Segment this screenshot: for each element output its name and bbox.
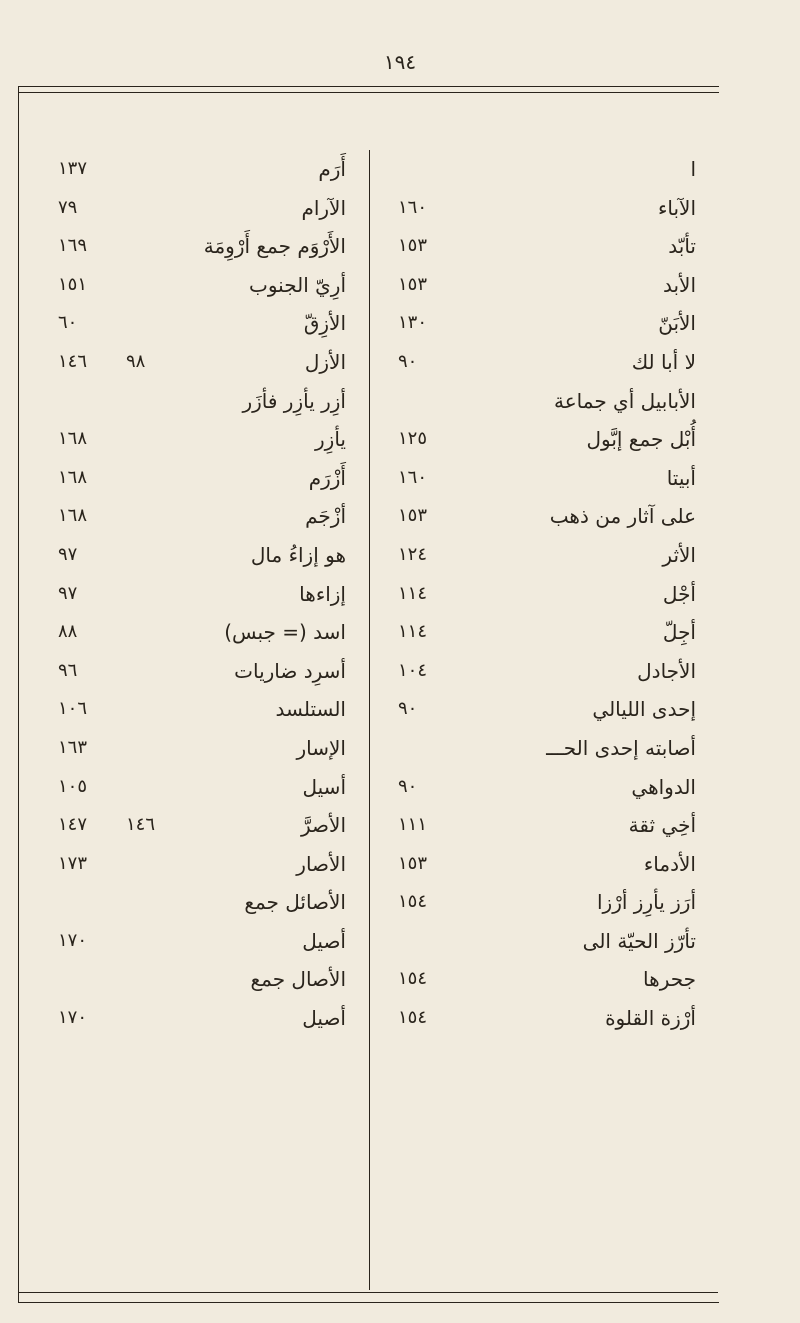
index-entry — [58, 729, 348, 768]
entry-page: ١٥٣ — [398, 852, 428, 874]
entry-word: الأصار — [296, 851, 346, 876]
entry-word: أُبْل جمع إبَّول — [586, 427, 696, 452]
right-column — [398, 150, 698, 1038]
entry-word: أرْزة القلوة — [605, 1006, 696, 1031]
entry-page: ١٧٠ — [58, 929, 88, 951]
index-entry — [58, 652, 348, 691]
entry-word: أجْل — [662, 581, 696, 606]
entry-word: أصيل — [302, 1006, 346, 1031]
entry-word: الأصرَّ — [301, 813, 346, 838]
entry-word: يأزِر — [315, 427, 346, 452]
index-entry — [58, 960, 348, 999]
entry-page: ١٥١ — [58, 273, 88, 295]
entry-word: جحرها — [643, 967, 696, 992]
entry-word: الإسار — [296, 735, 346, 760]
index-entry — [398, 729, 698, 768]
entry-word: إحدى الليالي — [592, 697, 696, 722]
entry-word: أرِيّ الجنوب — [249, 272, 346, 297]
entry-page: ١٥٤ — [398, 1007, 428, 1029]
index-entry — [58, 189, 348, 228]
entry-page: ١٥٤ — [398, 891, 428, 913]
entry-word: الأصال جمع — [250, 967, 346, 992]
index-entry — [58, 150, 348, 189]
entry-word: الأزِقّ — [303, 311, 346, 336]
index-entry — [398, 845, 698, 884]
index-entry — [398, 266, 698, 305]
index-entry — [58, 459, 348, 498]
entry-word: الآباء — [657, 195, 696, 220]
entry-page: ١٦٨ — [58, 428, 88, 450]
index-entry — [58, 806, 348, 845]
entry-word: أسيل — [302, 774, 346, 799]
entry-page: ٧٩ — [58, 196, 78, 218]
index-entry — [58, 613, 348, 652]
entry-page: ١٦٨ — [58, 466, 88, 488]
entry-word: ا — [690, 157, 696, 181]
index-entry — [58, 922, 348, 961]
entry-page: ١١٤ — [398, 621, 428, 643]
entry-word: على آثار من ذهب — [549, 504, 696, 529]
entry-page: ١٦٣ — [58, 736, 88, 758]
index-entry — [58, 382, 348, 421]
entry-word: أسرِد ضاريات — [234, 658, 346, 683]
entry-page: ٩٠ — [398, 350, 418, 372]
entry-word: لا أبا لك — [631, 349, 696, 374]
entry-page: ١٤٧ — [58, 814, 88, 836]
entry-word: الأَرْوَم جمع أَرْوِمَة — [203, 234, 346, 259]
index-entry — [398, 459, 698, 498]
entry-word: أجِلّ — [662, 620, 696, 645]
entry-page: ١٤٦ — [58, 350, 88, 372]
index-entry — [58, 883, 348, 922]
entry-word: أبيتا — [666, 465, 696, 490]
index-entry — [58, 227, 348, 266]
entry-page: ١٢٤ — [398, 543, 428, 565]
entry-page: ٦٠ — [58, 312, 78, 334]
index-entry — [398, 536, 698, 575]
entry-page: ١٥٤ — [398, 968, 428, 990]
entry-word: هو إزاءُ مال — [250, 542, 346, 567]
bottom-rule — [18, 1292, 718, 1293]
entry-page: ٩٠ — [398, 698, 418, 720]
column-divider — [369, 150, 370, 1290]
entry-word: أصابته إحدى الحـــ — [546, 735, 696, 760]
entry-word: أزْجَم — [305, 504, 346, 529]
entry-word: الأصائل جمع — [244, 890, 346, 915]
index-entry — [398, 382, 698, 421]
entry-word: أَزْرَم — [308, 465, 346, 490]
entry-page: ١٦٩ — [58, 235, 88, 257]
entry-word: الأبد — [662, 272, 696, 297]
index-entry — [398, 420, 698, 459]
index-entry — [398, 922, 698, 961]
entry-word: أَرَم — [318, 157, 346, 181]
entry-page: ١٦٨ — [58, 505, 88, 527]
index-entry — [58, 304, 348, 343]
index-entry — [398, 652, 698, 691]
entry-page: ٨٨ — [58, 621, 78, 643]
entry-page: ١٣٧ — [58, 158, 88, 179]
index-entry — [58, 690, 348, 729]
index-entry — [398, 883, 698, 922]
index-entry — [58, 420, 348, 459]
index-entry — [398, 768, 698, 807]
index-entry — [398, 999, 698, 1038]
entry-page: ١٠٦ — [58, 698, 88, 720]
entry-page: ١٣٠ — [398, 312, 428, 334]
entry-page: ١٥٣ — [398, 235, 428, 257]
left-column — [58, 150, 348, 1038]
entry-page: ١٥٣ — [398, 505, 428, 527]
entry-page: ١٧٣ — [58, 852, 88, 874]
entry-word: الأزل — [304, 349, 346, 374]
entry-page-2: ٩٨ — [126, 350, 146, 372]
entry-page: ٩٧ — [58, 582, 78, 604]
index-entry — [398, 150, 698, 189]
index-entry — [58, 575, 348, 614]
entry-word: أزِر يأزِر فأزَر — [242, 388, 346, 413]
entry-word: أصيل — [302, 928, 346, 953]
entry-word: تأرّز الحيّة الى — [582, 928, 696, 953]
entry-word: أخِي ثقة — [628, 813, 696, 838]
index-entry — [398, 960, 698, 999]
entry-word: الأثر — [662, 542, 696, 567]
entry-page: ١٥٣ — [398, 273, 428, 295]
entry-page: ١٠٤ — [398, 659, 428, 681]
entry-page-2: ١٤٦ — [126, 814, 156, 836]
entry-word: الأبابيل أي جماعة — [554, 388, 696, 413]
index-entry — [398, 613, 698, 652]
index-entry — [58, 768, 348, 807]
entry-word: اسد (= جبس) — [224, 620, 346, 645]
index-entry — [58, 845, 348, 884]
index-entry — [58, 497, 348, 536]
entry-word: تأبّد — [668, 234, 696, 259]
entry-word: الأبَنّ — [658, 311, 696, 336]
index-entry — [398, 497, 698, 536]
entry-word: الأجادل — [637, 658, 696, 683]
entry-page: ١١٤ — [398, 582, 428, 604]
entry-page: ١١١ — [398, 814, 428, 836]
entry-page: ١٧٠ — [58, 1007, 88, 1029]
page-number: ١٩٤ — [383, 50, 417, 74]
index-entry — [398, 189, 698, 228]
index-entry — [398, 304, 698, 343]
entry-page: ١٠٥ — [58, 775, 88, 797]
entry-page: ١٢٥ — [398, 428, 428, 450]
entry-page: ٩٠ — [398, 775, 418, 797]
entry-page: ٩٧ — [58, 543, 78, 565]
index-entry — [398, 343, 698, 382]
index-entry — [58, 266, 348, 305]
index-entry — [58, 536, 348, 575]
entry-page: ٩٦ — [58, 659, 78, 681]
entry-word: إزاءها — [299, 581, 346, 606]
index-entry — [398, 806, 698, 845]
entry-word: أرَز يأرِز أرْزا — [597, 890, 696, 915]
index-entry — [398, 575, 698, 614]
entry-word: الستلسد — [275, 697, 346, 722]
index-entry — [58, 999, 348, 1038]
entry-page: ١٦٠ — [398, 196, 428, 218]
entry-word: الأدماء — [643, 851, 696, 876]
entry-word: الدواهي — [631, 774, 696, 799]
index-entry — [398, 227, 698, 266]
entry-page: ١٦٠ — [398, 466, 428, 488]
index-entry — [398, 690, 698, 729]
index-entry — [58, 343, 348, 382]
entry-word: الآرام — [301, 195, 346, 220]
